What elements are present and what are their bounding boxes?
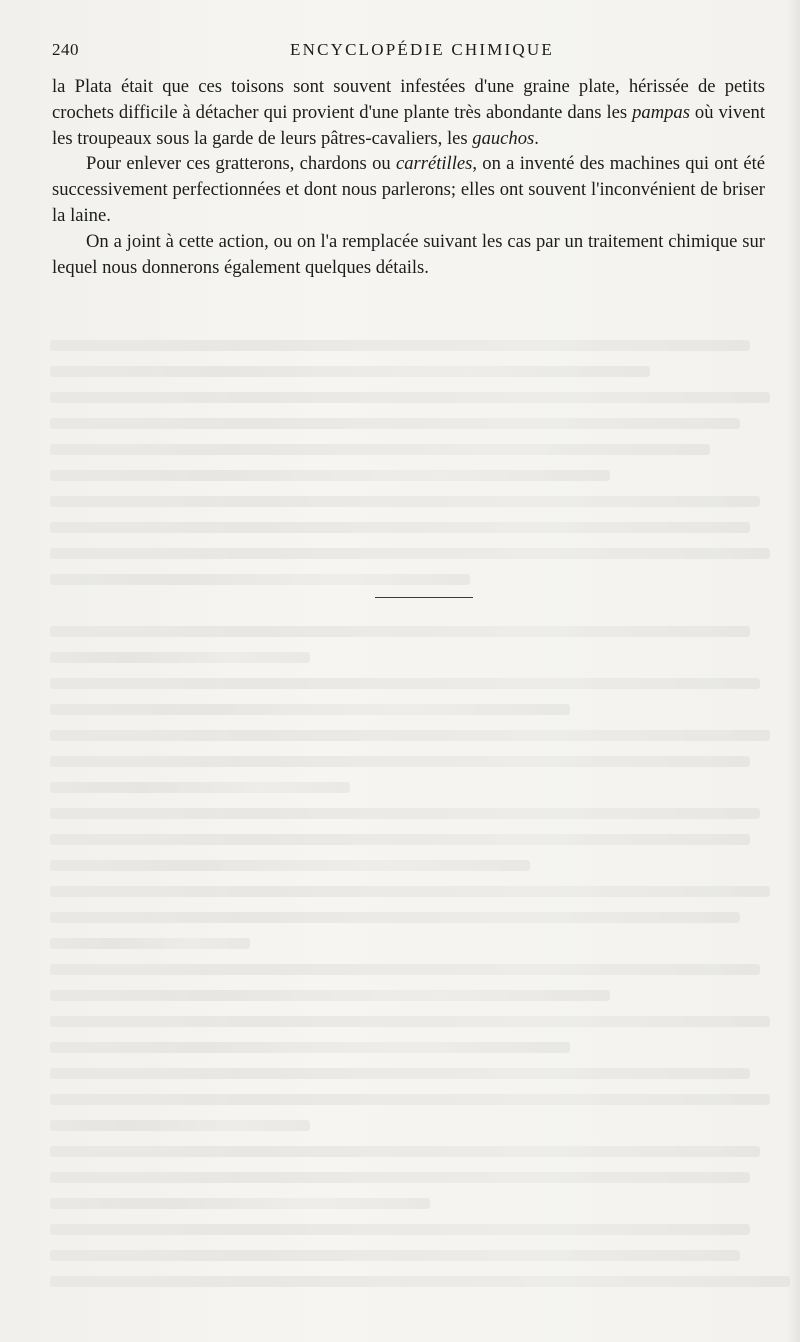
paragraph-1-term-gauchos: gauchos: [472, 127, 535, 149]
paragraph-1-term-pampas: pampas: [632, 101, 690, 123]
bleed-through-text: [50, 340, 790, 1300]
paragraph-2: [52, 151, 765, 228]
paragraph-1-text-1: la Plata était que ces toisons sont souvent infestées d'une graine plate, hérissée de petits crochets difficile à détacher qui provient d'une plante très abondante dans les: [52, 76, 765, 123]
page-number: 240: [52, 40, 79, 59]
paragraph-2-text-1: Pour enlever ces gratterons, chardons ou: [86, 153, 396, 175]
paragraph-2-term-carretilles: carrétilles: [395, 153, 473, 175]
paragraph-3-text-1: On a joint à cette action, ou on l'a remplacée suivant les cas par un traitement chimique sur lequel nous donnerons également quelques détails.: [52, 230, 765, 278]
paragraph-3: [52, 229, 765, 281]
page-header: [52, 40, 752, 64]
running-title: ENCYCLOPÉDIE CHIMIQUE: [290, 40, 554, 59]
body-text: [52, 74, 765, 280]
paragraph-1-text-3: .: [534, 127, 539, 149]
separator-rule: [375, 597, 473, 598]
page-edge-shadow: [786, 0, 800, 1342]
paragraph-2-text-2: , on a inventé des machines qui ont été successivement perfectionnées et dont nous parlerons; elles ont souvent l'inconvénient de briser la laine.: [52, 153, 765, 226]
paragraph-1: [52, 74, 765, 151]
paragraph-1-text-2: où vivent les troupeaux sous la garde de leurs pâtres-cavaliers, les: [52, 101, 765, 149]
